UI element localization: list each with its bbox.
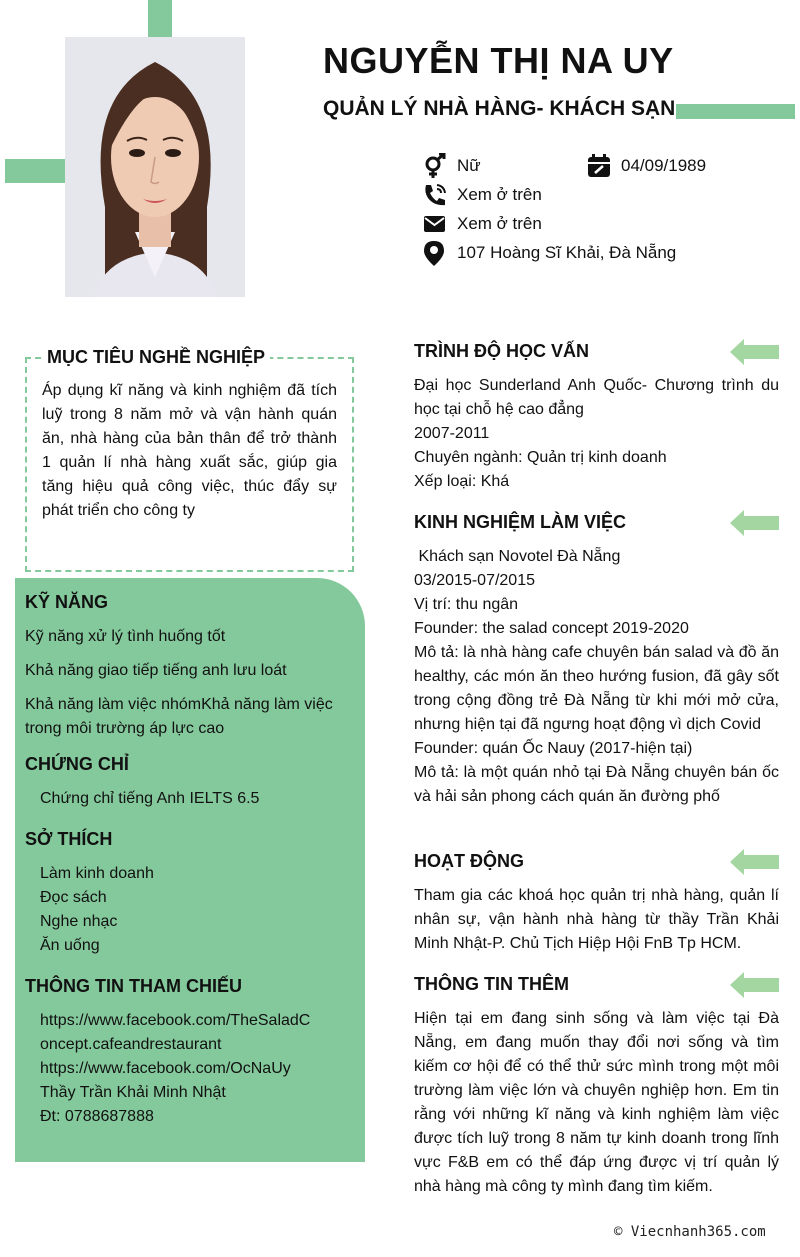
experience-title: KINH NGHIỆM LÀM VIỆC: [414, 512, 627, 532]
hobby-item: Làm kinh doanh: [40, 865, 154, 882]
phone-value: Xem ở trên: [457, 185, 542, 204]
address-row: [422, 240, 676, 266]
email-row: [422, 211, 542, 237]
location-icon: [422, 240, 448, 266]
job-title: QUẢN LÝ NHÀ HÀNG- KHÁCH SẠN: [323, 97, 676, 120]
activities-title: HOẠT ĐỘNG: [414, 851, 524, 871]
skills-title: KỸ NĂNG: [25, 592, 109, 612]
deco-bar-title: [676, 104, 795, 119]
address-value: 107 Hoàng Sĩ Khải, Đà Nẵng: [457, 243, 677, 262]
reference-line: https://www.facebook.com/OcNaUy: [40, 1060, 291, 1077]
gender-row: [422, 153, 481, 179]
hobby-item: Đọc sách: [40, 889, 107, 906]
hobby-item: Nghe nhạc: [40, 913, 118, 930]
additional-text: Hiện tại em đang sinh sống và làm việc tại Đà Nẵng, em đang muốn thay đổi nơi sống và tìm kiếm cơ hội để có thể thử sức mình trong một môi trường làm việc lớn và chuyên nghiệp hơn. Em tin rằng với những kĩ năng và kinh nghiệm làm việc được tích luỹ trong 8 năm tự kinh doanh trong lĩnh vực F&B em có thể đáp ứng được vị trí quản lý nhà hàng mà công ty mình đang tìm kiếm.: [414, 1010, 779, 1195]
email-icon: [422, 211, 448, 237]
footer-watermark: © Viecnhanh365.com: [614, 1224, 766, 1240]
experience-line: Founder: the salad concept 2019-2020: [414, 620, 689, 637]
additional-details: [414, 1007, 779, 1199]
experience-line: Mô tả: là nhà hàng cafe chuyên bán salad và đồ ăn healthy, các món ăn theo hướng fusion, đã gây sốt trong cộng đồng trẻ Đà Nẵng từ khi mới mở cửa, nhưng hiện tại đã ngưng hoạt động vì dịch Covid: [414, 644, 779, 733]
reference-line: https://www.facebook.com/TheSaladC: [40, 1012, 311, 1029]
skill-item: Khả năng làm việc nhómKhả năng làm việc trong môi trường áp lực cao: [25, 696, 333, 737]
objective-text: Áp dụng kĩ năng và kinh nghiệm đã tích luỹ trong 8 năm mở và vận hành quán ăn, nhà hàng của bản thân để trở thành 1 quản lí nhà hàng xuất sắc, giúp gia tăng hiệu quả công việc, thúc đẩy sự phát triển cho công ty: [42, 382, 337, 519]
additional-title: THÔNG TIN THÊM: [414, 974, 569, 994]
reference-line: oncept.cafeandrestaurant: [40, 1036, 222, 1053]
email-value: Xem ở trên: [457, 214, 542, 233]
arrow-left-icon: [730, 849, 779, 875]
arrow-left-icon: [730, 510, 779, 536]
references-title: THÔNG TIN THAM CHIẾU: [25, 976, 242, 996]
reference-line: Thầy Trần Khải Minh Nhật: [40, 1084, 226, 1101]
education-grade: Xếp loại: Khá: [414, 473, 510, 490]
experience-details: [414, 545, 779, 809]
certificate-item: Chứng chỉ tiếng Anh IELTS 6.5: [40, 790, 260, 807]
hobby-item: Ăn uống: [40, 937, 100, 954]
education-major: Chuyên ngành: Quản trị kinh doanh: [414, 449, 667, 466]
education-details: [414, 374, 779, 494]
arrow-left-icon: [730, 972, 779, 998]
arrow-left-icon: [730, 339, 779, 365]
calendar-icon: [586, 153, 612, 179]
birthdate-value: 04/09/1989: [621, 156, 707, 175]
experience-line: 03/2015-07/2015: [414, 572, 535, 589]
deco-bar-left: [5, 159, 65, 183]
phone-icon: [422, 182, 448, 208]
activities-text: Tham gia các khoá học quản trị nhà hàng, quản lí nhân sự, vận hành nhà hàng từ thầy Trần Khải Minh Nhật-P. Chủ Tịch Hiệp Hội FnB Tp HCM.: [414, 887, 779, 952]
profile-photo: [65, 37, 245, 297]
experience-line: Founder: quán Ốc Nauy (2017-hiện tại): [414, 740, 693, 757]
birthdate-row: [586, 153, 706, 179]
certificates-title: CHỨNG CHỈ: [25, 754, 129, 774]
gender-value: Nữ: [457, 156, 481, 175]
education-years: 2007-2011: [414, 425, 490, 442]
activities-details: [414, 884, 779, 956]
experience-line: Khách sạn Novotel Đà Nẵng: [414, 548, 621, 565]
hobbies-title: SỞ THÍCH: [25, 829, 113, 849]
deco-bar-top: [148, 0, 172, 37]
reference-line: Đt: 0788687888: [40, 1108, 154, 1125]
skill-item: Kỹ năng xử lý tình huống tốt: [25, 628, 226, 645]
skill-item: Khả năng giao tiếp tiếng anh lưu loát: [25, 662, 287, 679]
experience-line: Mô tả: là một quán nhỏ tại Đà Nẵng chuyên bán ốc và hải sản phong cách quán ăn đường phố: [414, 764, 779, 805]
objective-title: MỤC TIÊU NGHỀ NGHIỆP: [42, 347, 270, 368]
education-title: TRÌNH ĐỘ HỌC VẤN: [414, 341, 589, 361]
experience-line: Vị trí: thu ngân: [414, 596, 519, 613]
candidate-name: NGUYỄN THỊ NA UY: [323, 40, 674, 81]
phone-row: [422, 182, 542, 208]
education-school: Đại học Sunderland Anh Quốc- Chương trình du học tại chỗ hệ cao đẳng: [414, 377, 779, 418]
gender-icon: [422, 153, 448, 179]
